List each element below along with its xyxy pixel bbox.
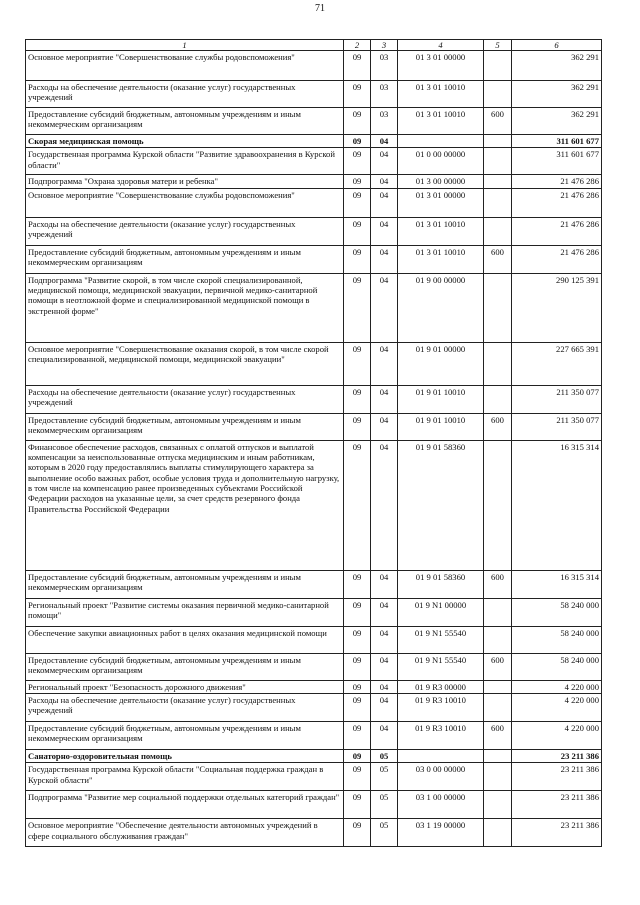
row-target-article: 01 9 R3 00000: [398, 680, 484, 693]
row-subsection: 04: [371, 273, 398, 342]
row-subsection: 04: [371, 626, 398, 653]
row-subsection: 04: [371, 217, 398, 245]
table-row: [26, 188, 602, 217]
row-target-article: 01 3 01 10010: [398, 81, 484, 108]
row-expense-type: [484, 51, 512, 81]
row-section: 09: [344, 81, 371, 108]
table-row: [26, 598, 602, 626]
row-amount: 21 476 286: [512, 217, 602, 245]
header-target-article: 4: [398, 40, 484, 51]
row-amount: 4 220 000: [512, 693, 602, 721]
row-name: Региональный проект "Безопасность дорожного движения": [26, 680, 344, 693]
row-amount: 23 211 386: [512, 749, 602, 762]
row-target-article: 01 9 R3 10010: [398, 721, 484, 749]
row-amount: 227 665 391: [512, 342, 602, 385]
row-section: 09: [344, 148, 371, 175]
row-amount: 21 476 286: [512, 188, 602, 217]
row-amount: 58 240 000: [512, 598, 602, 626]
row-subsection: 04: [371, 188, 398, 217]
row-target-article: 01 3 01 10010: [398, 245, 484, 273]
row-subsection: 04: [371, 245, 398, 273]
page-number: 71: [315, 3, 325, 14]
row-target-article: 03 1 19 00000: [398, 819, 484, 847]
row-target-article: 03 1 00 00000: [398, 791, 484, 819]
row-target-article: 01 9 01 58360: [398, 440, 484, 570]
row-target-article: 01 9 01 00000: [398, 342, 484, 385]
header-name: 1: [26, 40, 344, 51]
row-section: 09: [344, 342, 371, 385]
row-subsection: 04: [371, 135, 398, 148]
row-amount: 16 315 314: [512, 440, 602, 570]
row-amount: 311 601 677: [512, 148, 602, 175]
table-row: [26, 749, 602, 762]
row-amount: 4 220 000: [512, 721, 602, 749]
table-row: [26, 763, 602, 791]
row-amount: 211 350 077: [512, 385, 602, 413]
row-name: Расходы на обеспечение деятельности (оказание услуг) государственных учреждений: [26, 217, 344, 245]
row-section: 09: [344, 385, 371, 413]
row-section: 09: [344, 135, 371, 148]
row-amount: 16 315 314: [512, 570, 602, 598]
row-subsection: 04: [371, 413, 398, 440]
row-expense-type: 600: [484, 245, 512, 273]
table-row: [26, 148, 602, 175]
row-section: 09: [344, 188, 371, 217]
row-expense-type: 600: [484, 570, 512, 598]
table-row: [26, 175, 602, 188]
row-amount: 21 476 286: [512, 245, 602, 273]
row-expense-type: 600: [484, 721, 512, 749]
row-target-article: 01 9 N1 55540: [398, 653, 484, 680]
table-row: [26, 81, 602, 108]
row-name: Расходы на обеспечение деятельности (оказание услуг) государственных учреждений: [26, 81, 344, 108]
header-row: [26, 40, 602, 51]
row-subsection: 05: [371, 819, 398, 847]
row-name: Финансовое обеспечение расходов, связанных с оплатой отпусков и выплатой компенсации за неиспользованные отпуска медицинским и иным работникам, которым в 2020 году предоставлялись выплаты стимулирующего характера за выполнение особо важных работ, особые условия труда и дополнительную нагрузку, в том числе на компенсацию ранее произведенных субъектами Российской Федерации расходов на указанные цели, за счет средств резервного фонда Правительства Российской Федерации: [26, 440, 344, 570]
row-expense-type: [484, 598, 512, 626]
row-subsection: 04: [371, 148, 398, 175]
row-name: Предоставление субсидий бюджетным, автономным учреждениям и иным некоммерческим организациям: [26, 721, 344, 749]
row-expense-type: [484, 217, 512, 245]
row-expense-type: [484, 763, 512, 791]
row-section: 09: [344, 598, 371, 626]
row-target-article: 01 9 01 10010: [398, 385, 484, 413]
row-amount: 58 240 000: [512, 653, 602, 680]
row-section: 09: [344, 653, 371, 680]
header-section: 2: [344, 40, 371, 51]
header-expense-type: 5: [484, 40, 512, 51]
row-section: 09: [344, 175, 371, 188]
row-amount: 290 125 391: [512, 273, 602, 342]
table-row: [26, 653, 602, 680]
row-amount: 362 291: [512, 108, 602, 135]
row-section: 09: [344, 626, 371, 653]
table-row: [26, 108, 602, 135]
row-expense-type: [484, 791, 512, 819]
table-row: [26, 570, 602, 598]
row-name: Подпрограмма "Развитие скорой, в том числе скорой специализированной, медицинской помощи, медицинской эвакуации, первичной медико-санитарной помощи в неотложной форме и специализированной медицинской помощи в экстренной форме": [26, 273, 344, 342]
row-expense-type: [484, 693, 512, 721]
row-section: 09: [344, 51, 371, 81]
table-row: [26, 385, 602, 413]
row-subsection: 04: [371, 175, 398, 188]
table-row: [26, 413, 602, 440]
row-target-article: [398, 135, 484, 148]
row-name: Предоставление субсидий бюджетным, автономным учреждениям и иным некоммерческим организациям: [26, 245, 344, 273]
table-row: [26, 217, 602, 245]
row-expense-type: [484, 342, 512, 385]
row-subsection: 04: [371, 693, 398, 721]
row-section: 09: [344, 819, 371, 847]
table-row: [26, 342, 602, 385]
row-name: Обеспечение закупки авиационных работ в целях оказания медицинской помощи: [26, 626, 344, 653]
row-target-article: 01 3 01 00000: [398, 188, 484, 217]
row-name: Основное мероприятие "Обеспечение деятельности автономных учреждений в сфере социального обслуживания граждан": [26, 819, 344, 847]
row-section: 09: [344, 245, 371, 273]
budget-table: [25, 39, 602, 847]
row-target-article: 01 9 00 00000: [398, 273, 484, 342]
table-row: [26, 721, 602, 749]
row-subsection: 04: [371, 653, 398, 680]
row-expense-type: [484, 81, 512, 108]
row-section: 09: [344, 273, 371, 342]
row-section: 09: [344, 693, 371, 721]
row-expense-type: [484, 175, 512, 188]
row-subsection: 03: [371, 108, 398, 135]
row-section: 09: [344, 763, 371, 791]
row-expense-type: 600: [484, 653, 512, 680]
row-subsection: 04: [371, 680, 398, 693]
row-target-article: 01 3 00 00000: [398, 175, 484, 188]
row-subsection: 03: [371, 51, 398, 81]
row-name: Региональный проект "Развитие системы оказания первичной медико-санитарной помощи": [26, 598, 344, 626]
row-name: Расходы на обеспечение деятельности (оказание услуг) государственных учреждений: [26, 385, 344, 413]
row-section: 09: [344, 413, 371, 440]
row-expense-type: 600: [484, 108, 512, 135]
row-name: Расходы на обеспечение деятельности (оказание услуг) государственных учреждений: [26, 693, 344, 721]
table-row: [26, 273, 602, 342]
row-subsection: 04: [371, 385, 398, 413]
row-name: Подпрограмма "Развитие мер социальной поддержки отдельных категорий граждан": [26, 791, 344, 819]
row-name: Государственная программа Курской области "Развитие здравоохранения в Курской области": [26, 148, 344, 175]
row-amount: 211 350 077: [512, 413, 602, 440]
row-target-article: 01 3 01 00000: [398, 51, 484, 81]
row-subsection: 05: [371, 791, 398, 819]
table-row: [26, 693, 602, 721]
row-expense-type: [484, 680, 512, 693]
row-section: 09: [344, 440, 371, 570]
table-row: [26, 819, 602, 847]
table-row: [26, 791, 602, 819]
row-target-article: 03 0 00 00000: [398, 763, 484, 791]
row-subsection: 04: [371, 598, 398, 626]
row-section: 09: [344, 721, 371, 749]
row-expense-type: [484, 385, 512, 413]
row-subsection: 04: [371, 342, 398, 385]
row-section: 09: [344, 217, 371, 245]
row-subsection: 04: [371, 440, 398, 570]
row-amount: 23 211 386: [512, 791, 602, 819]
row-name: Подпрограмма "Охрана здоровья матери и ребенка": [26, 175, 344, 188]
row-expense-type: [484, 749, 512, 762]
row-expense-type: [484, 273, 512, 342]
row-amount: 362 291: [512, 51, 602, 81]
row-expense-type: [484, 148, 512, 175]
row-expense-type: [484, 819, 512, 847]
row-expense-type: [484, 188, 512, 217]
row-section: 09: [344, 108, 371, 135]
row-expense-type: [484, 135, 512, 148]
row-amount: 4 220 000: [512, 680, 602, 693]
table-row: [26, 135, 602, 148]
row-target-article: 01 9 01 10010: [398, 413, 484, 440]
row-amount: 23 211 386: [512, 819, 602, 847]
row-target-article: 01 0 00 00000: [398, 148, 484, 175]
table-row: [26, 440, 602, 570]
row-target-article: 01 9 N1 00000: [398, 598, 484, 626]
row-subsection: 04: [371, 570, 398, 598]
row-name: Санаторно-оздоровительная помощь: [26, 749, 344, 762]
header-subsection: 3: [371, 40, 398, 51]
row-section: 09: [344, 680, 371, 693]
row-name: Основное мероприятие "Совершенствование службы родовспоможения": [26, 51, 344, 81]
row-expense-type: [484, 626, 512, 653]
row-subsection: 05: [371, 749, 398, 762]
table-row: [26, 245, 602, 273]
row-name: Предоставление субсидий бюджетным, автономным учреждениям и иным некоммерческим организациям: [26, 108, 344, 135]
row-section: 09: [344, 749, 371, 762]
row-name: Предоставление субсидий бюджетным, автономным учреждениям и иным некоммерческим организациям: [26, 653, 344, 680]
row-section: 09: [344, 791, 371, 819]
row-expense-type: [484, 440, 512, 570]
table-row: [26, 626, 602, 653]
row-target-article: 01 3 01 10010: [398, 217, 484, 245]
row-name: Основное мероприятие "Совершенствование службы родовспоможения": [26, 188, 344, 217]
row-target-article: 01 9 N1 55540: [398, 626, 484, 653]
row-name: Государственная программа Курской области "Социальная поддержка граждан в Курской области": [26, 763, 344, 791]
row-amount: 21 476 286: [512, 175, 602, 188]
row-target-article: 01 9 R3 10010: [398, 693, 484, 721]
row-target-article: 01 9 01 58360: [398, 570, 484, 598]
row-subsection: 03: [371, 81, 398, 108]
table-row: [26, 680, 602, 693]
row-amount: 362 291: [512, 81, 602, 108]
header-amount: 6: [512, 40, 602, 51]
row-amount: 23 211 386: [512, 763, 602, 791]
row-target-article: [398, 749, 484, 762]
row-name: Предоставление субсидий бюджетным, автономным учреждениям и иным некоммерческим организациям: [26, 570, 344, 598]
row-subsection: 05: [371, 763, 398, 791]
row-subsection: 04: [371, 721, 398, 749]
row-target-article: 01 3 01 10010: [398, 108, 484, 135]
table-row: [26, 51, 602, 81]
row-name: Скорая медицинская помощь: [26, 135, 344, 148]
row-amount: 58 240 000: [512, 626, 602, 653]
row-expense-type: 600: [484, 413, 512, 440]
row-name: Основное мероприятие "Совершенствование оказания скорой, в том числе скорой специализированной, медицинской помощи, медицинской эвакуации": [26, 342, 344, 385]
row-name: Предоставление субсидий бюджетным, автономным учреждениям и иным некоммерческим организациям: [26, 413, 344, 440]
row-section: 09: [344, 570, 371, 598]
row-amount: 311 601 677: [512, 135, 602, 148]
